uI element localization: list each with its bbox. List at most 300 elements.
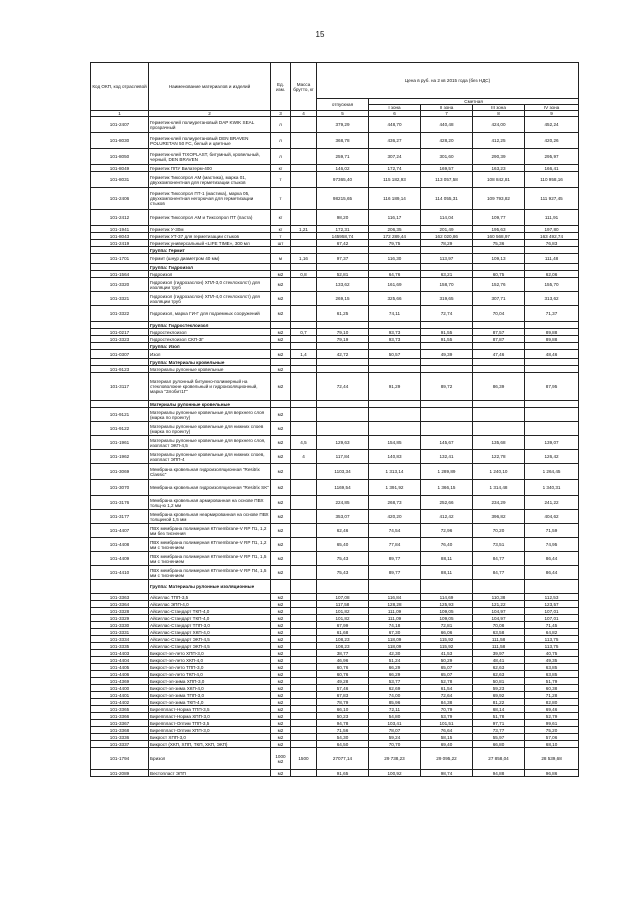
table-row [91,226,579,233]
zone-1-price: 1 313,14 [369,464,421,480]
zone-1-price [369,343,421,350]
item-code: 101-9123 [91,366,149,373]
item-unit: т [271,233,291,240]
zone-1-price [369,580,421,594]
zone-3-price: 307,71 [473,292,525,306]
zone-2-price: 50,29 [421,657,473,664]
zone-2-price: 412,42 [421,510,473,524]
item-mass [291,247,317,254]
item-unit: л [271,149,291,165]
item-mass [291,552,317,566]
table-row [91,254,579,264]
table-row [91,734,579,741]
item-mass [291,480,317,496]
item-name: Материал рулонный битумно-полимерный на стекловолокне кровельный и гидроизоляционный, марка "Злобит1Г" [149,373,271,401]
table-row [91,329,579,336]
item-code: 101-9122 [91,422,149,436]
item-mass [291,306,317,322]
item-mass: 1,16 [291,254,317,264]
zone-2-price [421,422,473,436]
release-price: 98,20 [317,210,369,226]
zone-1-price: 172,74 [369,165,421,172]
item-unit: м2 [271,524,291,538]
header-zone-1: I зона [369,105,421,111]
release-price: 117,58 [317,601,369,608]
zone-2-price: 1 366,15 [421,480,473,496]
zone-3-price: 59,23 [473,685,525,692]
zone-1-price: 89,77 [369,566,421,580]
zone-1-price [369,264,421,271]
zone-1-price: 91,29 [369,373,421,401]
zone-4-price: 57,06 [525,734,579,741]
release-price: 79,19 [317,336,369,343]
item-code: 101-3366 [91,713,149,720]
release-price: 129,63 [317,436,369,450]
zone-2-price: 169,57 [421,165,473,172]
item-code: 101-8030 [91,133,149,149]
zone-1-price [369,422,421,436]
zone-1-price: 118,09 [369,636,421,643]
item-unit: м2 [271,464,291,480]
zone-2-price: 91,55 [421,336,473,343]
item-unit: м2 [271,608,291,615]
zone-3-price: 111,58 [473,643,525,650]
group-row [91,264,579,271]
zone-4-price: 71,45 [525,622,579,629]
table-row [91,373,579,401]
zone-3-price: 87,57 [473,329,525,336]
table-row [91,608,579,615]
zone-2-price: 115,92 [421,643,473,650]
zone-1-price [369,359,421,366]
zone-4-price: 71,28 [525,692,579,699]
item-name: Герметик Тиксопрол ПТ-1 (мастика), марка 05, двухкомпонентная негорючая для герметизации стыков [149,188,271,210]
zone-3-price: 73,51 [473,538,525,552]
zone-3-price: 152,76 [473,278,525,292]
column-number: 4 [291,111,317,117]
zone-3-price [473,366,525,373]
zone-3-price: 84,77 [473,552,525,566]
zone-2-price: 101,51 [421,720,473,727]
release-price: 60,76 [317,671,369,678]
zone-4-price: 197,80 [525,226,579,233]
zone-3-price: 121,22 [473,601,525,608]
release-price: 98215,65 [317,188,369,210]
zone-3-price: 63,58 [473,629,525,636]
zone-2-price: 72,74 [421,306,473,322]
item-unit: м2 [271,496,291,510]
item-name: Группа: Изол [149,343,271,350]
zone-4-price: 96,86 [525,770,579,777]
zone-1-price: 172 289,44 [369,233,421,240]
table-row [91,650,579,657]
item-mass [291,343,317,350]
price-table [90,62,579,777]
zone-2-price: 63,21 [421,271,473,278]
group-row [91,401,579,408]
zone-2-price: 65,07 [421,671,473,678]
item-code [91,580,149,594]
zone-4-price: 63,85 [525,664,579,671]
item-name: Гидроизол (гидрозаслон) ХПЛ-4,0 стеклохолст) для изоляции труб [149,292,271,306]
item-unit: м2 [271,336,291,343]
table-row [91,278,579,292]
item-unit [271,359,291,366]
item-code: 101-2407 [91,117,149,133]
item-code: 101-0307 [91,350,149,359]
zone-1-price: 77,84 [369,538,421,552]
item-name: Герметик Тиксопрол АМ (мастика), марка 01, двухкомпонентная для герметизации стыков [149,172,271,188]
item-mass [291,741,317,748]
item-code: 101-3176 [91,496,149,510]
item-code: 101-4403 [91,650,149,657]
item-mass [291,496,317,510]
zone-4-price: 68,10 [525,741,579,748]
zone-1-price: 100,92 [369,770,421,777]
table-row [91,713,579,720]
item-code: 101-4400 [91,685,149,692]
zone-3-price: 87,87 [473,336,525,343]
header-code: Код ОКП, код отраслевой [91,63,149,111]
item-code: 101-0217 [91,329,149,336]
zone-3-price [473,359,525,366]
zone-4-price [525,401,579,408]
item-mass: 1500 [291,748,317,770]
item-name: Бикрост-эл-зима ТПП-3,0 [149,692,271,699]
item-code: 101-4369 [91,678,149,685]
item-code: 101-1941 [91,226,149,233]
zone-1-price: 140,83 [369,450,421,464]
zone-4-price [525,359,579,366]
item-unit: м2 [271,713,291,720]
table-row [91,601,579,608]
zone-1-price: 66,29 [369,671,421,678]
zone-4-price [525,366,579,373]
item-name: Бикрост ХПП-3,0 [149,734,271,741]
group-row [91,343,579,350]
item-code: 101-4402 [91,699,149,706]
zone-4-price: 28 539,68 [525,748,579,770]
release-price: 91,65 [317,770,369,777]
zone-4-price: 99,61 [525,720,579,727]
table-row [91,685,579,692]
item-code: 101-1962 [91,450,149,464]
item-unit: м2 [271,278,291,292]
table-row [91,727,579,734]
table-row [91,671,579,678]
item-mass [291,510,317,524]
zone-3-price: 39,97 [473,650,525,657]
zone-1-price: 72,11 [369,706,421,713]
release-price: 269,15 [317,292,369,306]
item-unit: м2 [271,350,291,359]
zone-1-price: 111,09 [369,615,421,622]
zone-4-price: 111,48 [525,254,579,264]
zone-3-price: 62,63 [473,671,525,678]
release-price: 379,29 [317,117,369,133]
zone-3-price [473,264,525,271]
item-mass [291,210,317,226]
release-price: 107,08 [317,594,369,601]
item-mass [291,165,317,172]
zone-2-price: 69,40 [421,741,473,748]
zone-1-price: 59,24 [369,734,421,741]
zone-1-price: 116,84 [369,594,421,601]
zone-1-price: 118,09 [369,643,421,650]
header-price-group: Цена в руб. на 2 кв 2015 года (без НДС) [317,63,579,99]
zone-3-price [473,408,525,422]
zone-4-price: 126,42 [525,450,579,464]
zone-2-price: 115,92 [421,636,473,643]
item-unit: м2 [271,552,291,566]
header-zone-4: IV зона [525,105,579,111]
zone-2-price: 319,65 [421,292,473,306]
item-unit [271,401,291,408]
item-mass [291,188,317,210]
zone-3-price: 1 314,48 [473,480,525,496]
release-price: 46,96 [317,657,369,664]
table-row [91,594,579,601]
zone-2-price: 1 289,89 [421,464,473,480]
zone-3-price: 47,46 [473,350,525,359]
zone-4-price: 1 264,45 [525,464,579,480]
zone-3-price: 234,29 [473,496,525,510]
item-code [91,401,149,408]
item-name: Гидроизол (гидрозаслон) ХПЛ-3,0 стеклохолст) для изоляции труб [149,278,271,292]
item-mass [291,580,317,594]
header-zone-3: III зона [473,105,525,111]
item-code: 101-2419 [91,240,149,247]
table-row [91,271,579,278]
release-price: 61,25 [317,306,369,322]
release-price: 224,85 [317,496,369,510]
zone-2-price: 113,97 [421,254,473,264]
item-mass: 1,21 [291,226,317,233]
zone-4-price: 1 340,31 [525,480,579,496]
item-name: Айсиглас ЭПП-4,0 [149,601,271,608]
release-price: 1103,34 [317,464,369,480]
item-code: 101-4406 [91,671,149,678]
release-price: 57,46 [317,685,369,692]
zone-4-price: 51,79 [525,678,579,685]
item-mass [291,524,317,538]
zone-4-price: 82,80 [525,699,579,706]
zone-1-price [369,401,421,408]
zone-2-price: 109,05 [421,615,473,622]
zone-1-price: 85,96 [369,699,421,706]
item-code: 101-1701 [91,254,149,264]
release-price [317,408,369,422]
item-code: 101-8050 [91,149,149,165]
item-mass [291,650,317,657]
table-row [91,350,579,359]
table-row [91,622,579,629]
item-unit [271,247,291,254]
item-name: Бикрост-эл-зима ХПП-3,0 [149,678,271,685]
zone-2-price: 162 020,86 [421,233,473,240]
table-row [91,699,579,706]
item-unit: м2 [271,615,291,622]
header-unit: Ед. изм. [271,63,291,111]
item-name: Айсиглас-Стандарт ХКП-4,0 [149,629,271,636]
header-estimate: Сметная [369,99,579,105]
zone-2-price: 53,79 [421,713,473,720]
item-name: Герметик-клей TIXOPLAST, битумный, кровельный, черный, DEN BRAVEN [149,149,271,165]
item-mass [291,636,317,643]
item-mass [291,264,317,271]
item-mass: 1,4 [291,350,317,359]
item-code: 101-3328 [91,608,149,615]
zone-1-price: 74,18 [369,622,421,629]
item-unit: м2 [271,706,291,713]
item-unit: м [271,254,291,264]
release-price [317,359,369,366]
item-unit: м2 [271,436,291,450]
group-row [91,580,579,594]
item-name: ПВХ мембрана полимерная КTmembrane-V RP П1, 1,2 мм без тиснения [149,524,271,538]
table-row [91,133,579,149]
item-name: Мембрана кровельная гидроизоляционная "Resitrix Classic" [149,464,271,480]
item-code: 101-4410 [91,566,149,580]
zone-2-price: 84,38 [421,699,473,706]
release-price: 108,23 [317,643,369,650]
item-name: Биреппласт-Оптим ХПП-3,0 [149,727,271,734]
release-price: 117,84 [317,450,369,464]
release-price: 78,79 [317,699,369,706]
zone-4-price: 86,44 [525,552,579,566]
item-mass [291,359,317,366]
zone-2-price: 91,55 [421,329,473,336]
zone-3-price [473,343,525,350]
item-code: 101-3320 [91,278,149,292]
item-unit: шт [271,240,291,247]
item-code [91,264,149,271]
zone-4-price: 166,41 [525,165,579,172]
zone-3-price: 94,88 [473,770,525,777]
release-price: 146,02 [317,165,369,172]
item-unit: м2 [271,373,291,401]
item-name: Материалы рулонные кровельные для нижних слоев, изопласт ЭПП-4 [149,450,271,464]
release-price: 259,71 [317,149,369,165]
zone-3-price: 163,23 [473,165,525,172]
release-price: 75,43 [317,566,369,580]
release-price: 1169,54 [317,480,369,496]
item-unit: м2 [271,480,291,496]
header-release: отпускная [317,99,369,111]
zone-4-price: 123,57 [525,601,579,608]
zone-2-price: 76,40 [421,538,473,552]
item-name: Герметик-клей полиуретановый DEN BRAVEN POLURETAN 50 FC, белый и цветные [149,133,271,149]
item-code: 101-4407 [91,524,149,538]
item-mass [291,292,317,306]
item-code: 101-3177 [91,510,149,524]
zone-4-price: 452,24 [525,117,579,133]
table-row [91,117,579,133]
zone-1-price: 116,17 [369,210,421,226]
item-mass [291,706,317,713]
item-name: Бикрост-эл-лето ТКП-4,0 [149,671,271,678]
zone-1-price: 89,77 [369,552,421,566]
zone-2-price: 125,93 [421,601,473,608]
zone-1-price: 62,69 [369,685,421,692]
zone-4-price: 75,20 [525,727,579,734]
zone-3-price [473,422,525,436]
release-price: 50,23 [317,713,369,720]
item-name: Бризол [149,748,271,770]
release-price: 66,10 [317,706,369,713]
zone-2-price: 29 095,22 [421,748,473,770]
header-zone-2: II зона [421,105,473,111]
zone-2-price: 158,70 [421,278,473,292]
zone-1-price: 42,30 [369,650,421,657]
item-mass [291,172,317,188]
release-price: 94,78 [317,720,369,727]
zone-1-price: 448,70 [369,117,421,133]
zone-4-price [525,247,579,254]
item-name: Мембрана кровельная гидроизоляционная "Resitrix SK" [149,480,271,496]
zone-2-price [421,264,473,271]
item-mass [291,699,317,706]
zone-4-price: 89,88 [525,329,579,336]
zone-2-price: 88,11 [421,552,473,566]
item-unit: м2 [271,671,291,678]
zone-2-price: 145,67 [421,436,473,450]
item-name: Айсиглас-Стандарт ТКП-4,0 [149,615,271,622]
zone-2-price: 58,15 [421,734,473,741]
table-row [91,748,579,770]
item-code: 101-3364 [91,601,149,608]
zone-2-price: 109,05 [421,608,473,615]
zone-1-price: 268,73 [369,496,421,510]
item-mass: 0,8 [291,271,317,278]
zone-4-price: 404,62 [525,510,579,524]
zone-3-price: 122,78 [473,450,525,464]
zone-2-price [421,366,473,373]
zone-3-price: 396,82 [473,510,525,524]
item-name: Герметик Тиксопрол АМ и Тиксопрол ПТ (паста) [149,210,271,226]
item-name: Гидроизол [149,271,271,278]
zone-3-price: 73,77 [473,727,525,734]
zone-1-price: 66,29 [369,664,421,671]
zone-4-price: 48,46 [525,350,579,359]
item-code: 101-2406 [91,188,149,210]
item-unit: м2 [271,594,291,601]
item-code: 101-3363 [91,594,149,601]
item-mass [291,629,317,636]
release-price: 27077,14 [317,748,369,770]
table-row [91,188,579,210]
zone-3-price: 60,75 [473,271,525,278]
release-price: 61,68 [317,629,369,636]
zone-2-price: 66,06 [421,629,473,636]
zone-1-price: 307,24 [369,149,421,165]
item-mass [291,727,317,734]
item-code: 101-1794 [91,748,149,770]
item-mass [291,401,317,408]
item-name: Айсиглас-Стандарт ЭКП-4,5 [149,643,271,650]
zone-3-price: 55,97 [473,734,525,741]
table-row [91,233,579,240]
table-row [91,720,579,727]
item-unit: кг [271,165,291,172]
item-code: 101-2089 [91,770,149,777]
release-price: 49,28 [317,678,369,685]
zone-1-price: 1 391,92 [369,480,421,496]
item-name: Мембрана кровельная неармированная на основе ПВХ толщиной 1,5 мм [150,511,269,522]
release-price: 60,76 [317,664,369,671]
column-number: 1 [91,111,149,117]
item-mass [291,336,317,343]
